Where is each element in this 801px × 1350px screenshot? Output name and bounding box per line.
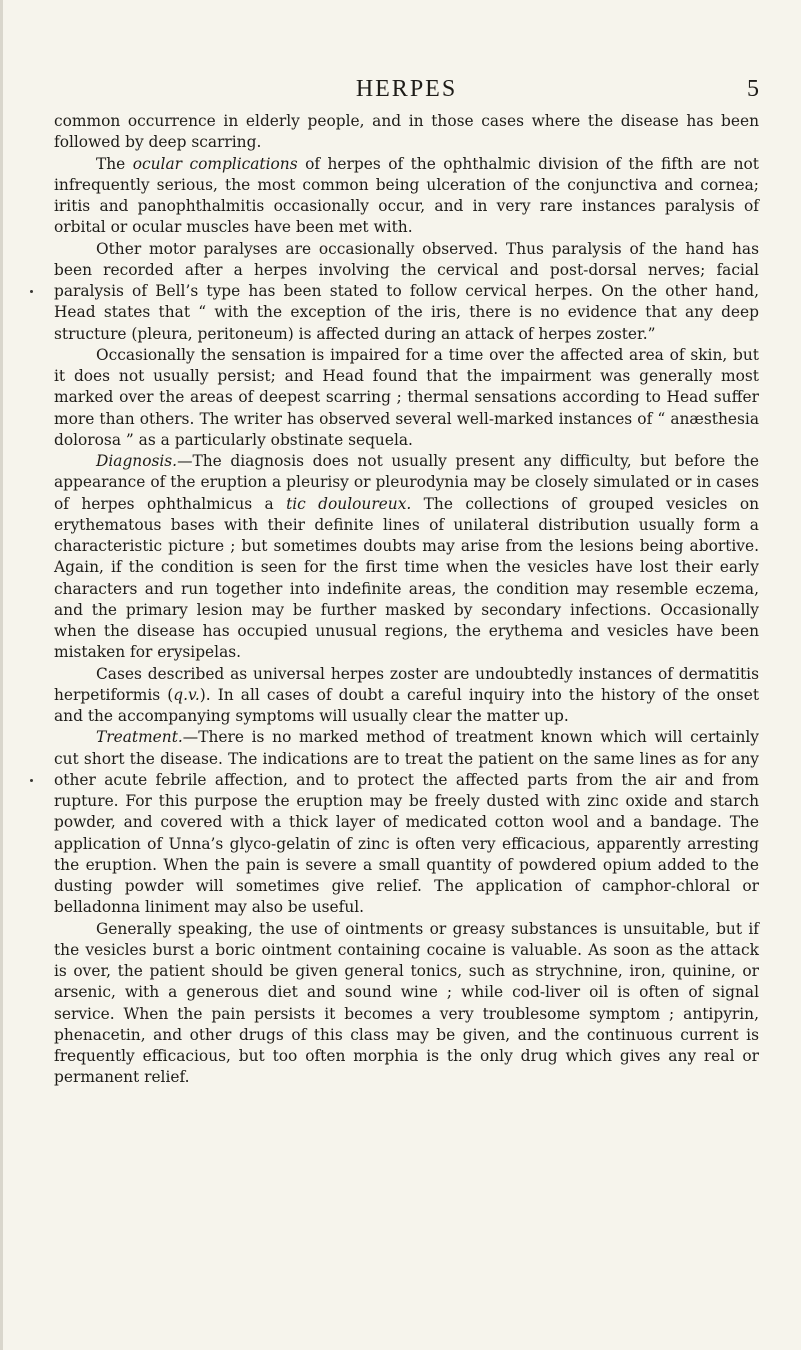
paragraph	[54, 451, 759, 664]
paragraph	[54, 664, 759, 728]
text-run: —The diagnosis does not usually present any difficulty, but before the appearance of the eruption a pleurisy or pleurodynia may be closely simulated or in cases of herpes ophthalmicus a	[54, 452, 759, 513]
paragraph	[54, 727, 759, 918]
text-run: Cases described as universal herpes zoster are undoubtedly instances of dermatitis herpetiformis (	[54, 664, 759, 704]
italic-text: Treatment.	[96, 728, 183, 747]
paragraph	[54, 154, 759, 239]
page-gutter-edge	[0, 0, 3, 1350]
italic-text: Diagnosis.	[96, 452, 178, 470]
text-run: The	[96, 154, 133, 173]
paragraph	[54, 239, 759, 345]
text-run: of herpes of the ophthalmic division of the fifth are not infrequently serious, the most common being ulceration of the conjunctiva and cornea; iritis and panophthalmitis occasionally occur, and in very rare instances paralysis of orbital or ocular muscles have been met with.	[54, 154, 759, 237]
text-run: common occurrence in elderly people, and in those cases where the disease has been followed by deep scarring.	[54, 112, 759, 152]
text-run: ). In all cases of doubt a careful inquiry into the history of the onset and the accompanying symptoms will usually clear the matter up.	[54, 685, 760, 725]
margin-mark	[30, 290, 33, 293]
margin-mark	[30, 779, 33, 782]
paragraph	[54, 111, 759, 154]
page-number: 5	[747, 76, 759, 102]
running-title: HERPES	[355, 76, 458, 102]
text-run: The collections of grouped vesicles on erythematous bases with their definite lines of unilateral distribution usually form a characteristic picture ; but sometimes doubts may arise from the lesions being abortive. Again, if the condition is seen for the first time when the vesicles have lost their early characters and run together into indefinite areas, the condition may resemble eczema, and the primary lesion may be further masked by secondary infections. Occasionally when the disease has occupied unusual regions, the erythema and vesicles have been mistaken for erysipelas.	[54, 494, 760, 662]
text-run: Occasionally the sensation is impaired for a time over the affected area of skin, but it does not usually persist; and Head found that the impairment was generally most marked over the areas of deepest scarring ; thermal sensations according to Head suffer more than others. The writer has observed several well-marked instances of “ anæsthesia dolorosa ” as a particularly obstinate sequela.	[54, 345, 759, 449]
paragraph	[54, 919, 759, 1089]
text-run: Generally speaking, the use of ointments or greasy substances is unsuitable, but if the vesicles burst a boric ointment containing cocaine is valuable. As soon as the attack is over, the patient should be given general tonics, such as strychnine, iron, quinine, or arsenic, with a generous diet and sound wine ; while cod-liver oil is often of signal service. When the pain persists it becomes a very troublesome symptom ; antipyrin, phenacetin, and other drugs of this class may be given, and the continuous current is frequently efficacious, but too often morphia is the only drug which gives any real or permanent relief.	[54, 919, 759, 1087]
paragraph	[54, 345, 759, 451]
text-run: —There is no marked method of treatment known which will certainly cut short the disease. The indications are to treat the patient on the same lines as for any other acute febrile affection, and to protect the affected parts from the air and from rupture. For this purpose the eruption may be freely dusted with zinc oxide and starch powder, and covered with a thick layer of medicated cotton wool and a bandage. The application of Unna’s glyco-gelatin of zinc is often very efficacious, apparently arresting the eruption. When the pain is severe a small quantity of powdered opium added to the dusting powder will sometimes give relief. The application of camphor-chloral or belladonna liniment may also be useful.	[54, 728, 759, 917]
running-head	[54, 74, 759, 104]
italic-text: tic douloureux.	[286, 494, 412, 513]
italic-text: q.v.	[173, 685, 200, 704]
text-run: Other motor paralyses are occasionally observed. Thus paralysis of the hand has been recorded after a herpes involving the cervical and post-dorsal nerves; facial paralysis of Bell’s type has been stated to follow cervical herpes. On the other hand, Head states that “ with the exception of the iris, there is no evidence that any deep structure (pleura, peritoneum) is affected during an attack of herpes zoster.”	[54, 239, 759, 343]
body-text	[54, 111, 759, 1089]
italic-text: ocular complications	[132, 154, 298, 173]
